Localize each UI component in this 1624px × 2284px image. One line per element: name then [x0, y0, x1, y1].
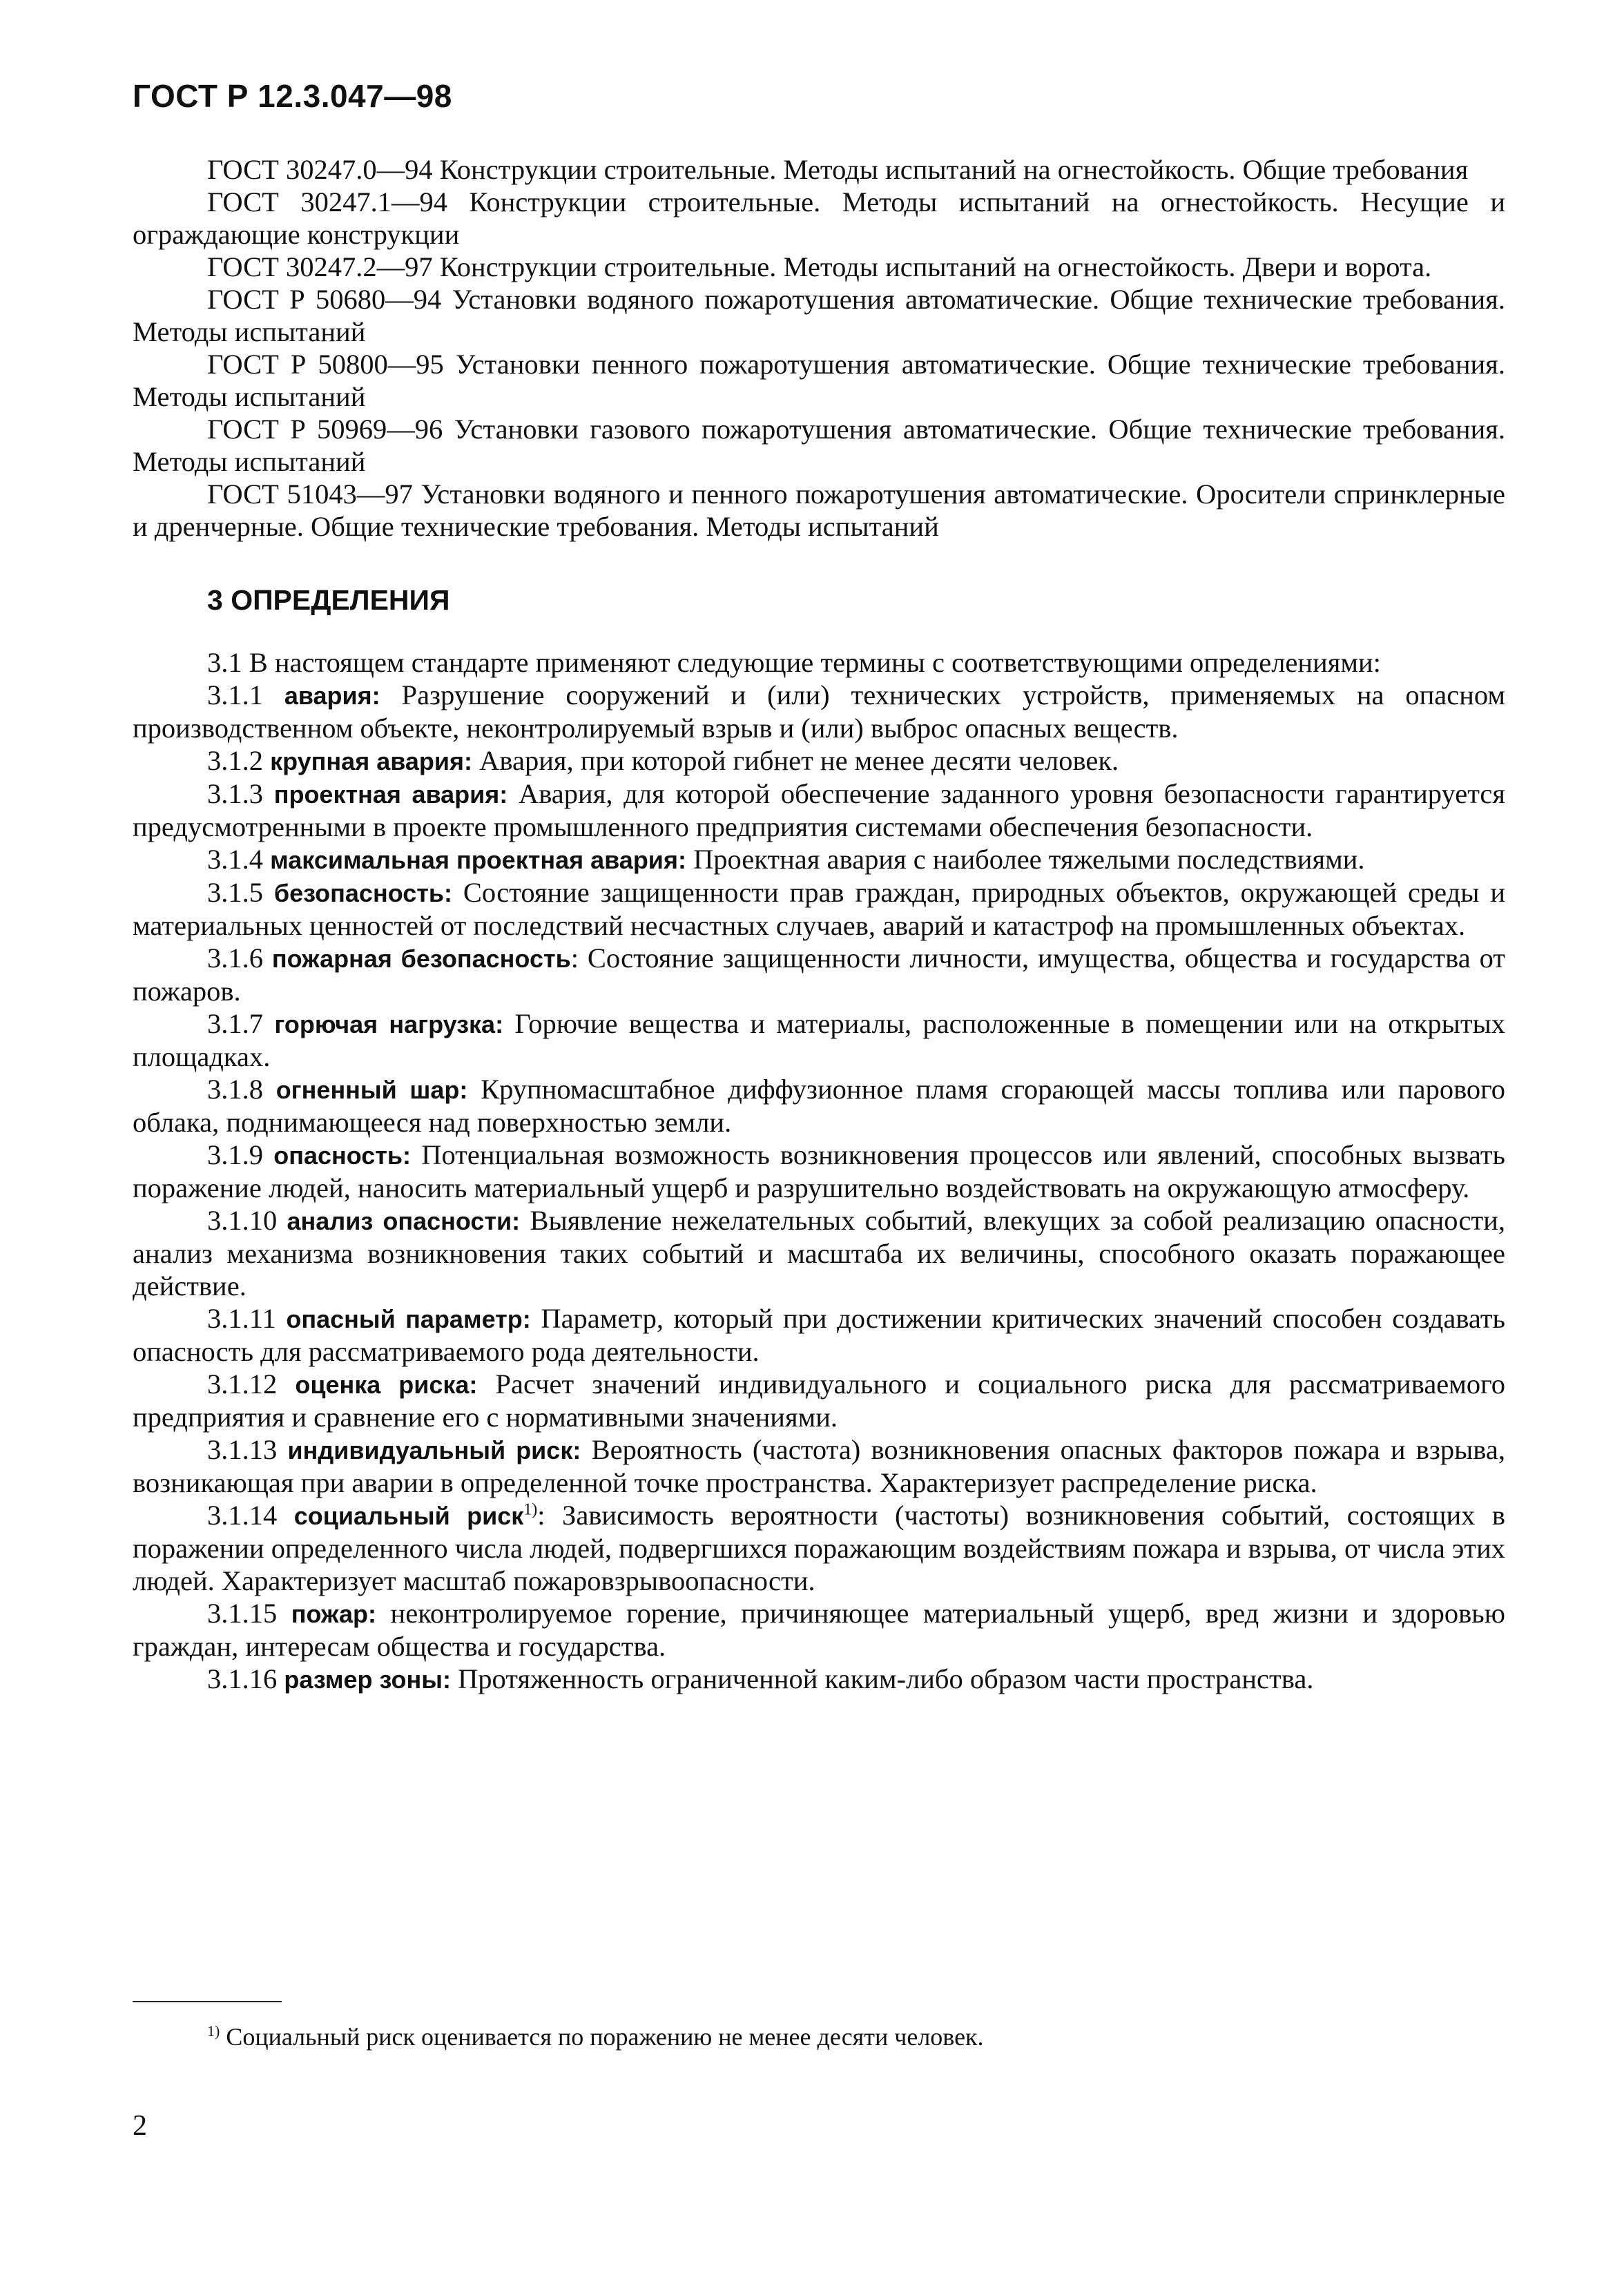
- definition-text: Состояние защищенности прав граждан, природных объектов, окружающей среды и материальных ценностей от последствий несчастных случаев, аварий и катастроф на промышленных объектах.: [133, 877, 1506, 941]
- definition-item: [133, 1073, 1505, 1139]
- definition-text: Расчет значений индивидуального и социального риска для рассматриваемого предприятия и сравнение его с нормативными значениями.: [133, 1368, 1506, 1433]
- definition-text: Параметр, который при достижении критических значений способен создавать опасность для рассматриваемого рода деятельности.: [133, 1303, 1506, 1367]
- reference-item: ГОСТ 30247.1—94 Конструкции строительные. Методы испытаний на огнестойкость. Несущие и ограждающие конструкции: [133, 186, 1505, 250]
- definition-item: [133, 1204, 1505, 1302]
- definition-term: максимальная проектная авария:: [270, 846, 686, 874]
- definition-number: 3.1.3: [207, 778, 263, 809]
- definition-item: [133, 1663, 1505, 1696]
- definition-item: [133, 1597, 1505, 1663]
- definition-number: 3.1.12: [207, 1368, 278, 1400]
- definition-term: размер зоны:: [284, 1665, 451, 1694]
- definition-number: 3.1.16: [207, 1663, 278, 1694]
- definition-text: Проектная авария с наиболее тяжелыми последствиями.: [693, 844, 1365, 875]
- definition-number: 3.1.13: [207, 1434, 278, 1465]
- definition-item: [133, 1302, 1505, 1368]
- footnote-marker: 1): [207, 2022, 220, 2040]
- section-title: 3 ОПРЕДЕЛЕНИЯ: [207, 584, 450, 616]
- definition-item: [133, 744, 1505, 777]
- definition-number: 3.1.9: [207, 1139, 263, 1170]
- footnote-marker: 1): [523, 1500, 538, 1519]
- definition-number: 3.1.5: [207, 877, 263, 908]
- reference-item: ГОСТ 51043—97 Установки водяного и пенного пожаротушения автоматические. Оросители спринклерные и дренчерные. Общие технические требования. Методы испытаний: [133, 478, 1505, 542]
- definition-term: опасный параметр:: [286, 1305, 531, 1333]
- reference-item: ГОСТ Р 50680—94 Установки водяного пожаротушения автоматические. Общие технические требования. Методы испытаний: [133, 284, 1505, 347]
- definition-text: : Состояние защищенности личности, имущества, общества и государства от пожаров.: [133, 942, 1505, 1007]
- definition-text: Горючие вещества и материалы, расположенные в помещении или на открытых площадках.: [133, 1008, 1506, 1072]
- definition-term: безопасность:: [273, 879, 452, 907]
- definition-term: анализ опасности:: [287, 1207, 521, 1235]
- definition-text: Авария, при которой гибнет не менее десяти человек.: [479, 745, 1119, 776]
- definition-item: [133, 679, 1505, 744]
- definition-item: [133, 1139, 1505, 1204]
- definition-term: индивидуальный риск:: [287, 1436, 581, 1464]
- references-list: [133, 153, 1505, 543]
- definition-item: [133, 1368, 1505, 1433]
- definition-text: Вероятность (частота) возникновения опасных факторов пожара и взрыва, возникающая при аварии в определенной точке пространства. Характеризует распределение риска.: [133, 1434, 1505, 1498]
- definition-number: 3.1.14: [207, 1500, 278, 1531]
- footnote: [207, 2022, 1505, 2052]
- definition-term: пожарная безопасность: [271, 945, 571, 973]
- reference-item: ГОСТ Р 50800—95 Установки пенного пожаротушения автоматические. Общие технические требования. Методы испытаний: [133, 349, 1505, 412]
- definition-item: [133, 1007, 1505, 1073]
- definition-text: Крупномасштабное диффузионное пламя сгорающей массы топлива или парового облака, поднимающееся над поверхностью земли.: [133, 1074, 1506, 1138]
- definition-term: оценка риска:: [295, 1371, 478, 1399]
- definition-text: Разрушение сооружений и (или) технических устройств, применяемых на опасном производственном объекте, неконтролируемый взрыв и (или) выброс опасных веществ.: [133, 679, 1505, 744]
- definition-item: [133, 777, 1505, 843]
- definition-number: 3.1.1: [207, 679, 263, 710]
- definition-number: 3.1.7: [207, 1008, 263, 1039]
- definition-text: Авария, для которой обеспечение заданного уровня безопасности гарантируется предусмотренными в проекте промышленного предприятия системами обеспечения безопасности.: [133, 778, 1506, 842]
- definition-item: [133, 942, 1505, 1007]
- definition-number: 3.1.8: [207, 1074, 263, 1105]
- page-number: 2: [133, 2110, 147, 2142]
- definitions-list: [133, 679, 1505, 1696]
- footnote-text: Социальный риск оценивается по поражению не менее десяти человек.: [226, 2023, 984, 2051]
- reference-item: ГОСТ 30247.0—94 Конструкции строительные. Методы испытаний на огнестойкость. Общие требования: [207, 154, 1469, 185]
- definition-text: : Зависимость вероятности (частоты) возникновения событий, состоящих в поражении определенного числа людей, подвергшихся поражающим воздействиям пожара и взрыва, от числа этих людей. Характеризует масштаб пожаровзрывоопасности.: [133, 1500, 1506, 1596]
- definition-item: [133, 876, 1505, 942]
- definition-item: [133, 843, 1505, 876]
- definition-number: 3.1.10: [207, 1205, 278, 1236]
- definition-term: опасность:: [273, 1141, 412, 1170]
- definition-term: огненный шар:: [276, 1076, 468, 1104]
- reference-item: ГОСТ 30247.2—97 Конструкции строительные. Методы испытаний на огнестойкость. Двери и ворота.: [207, 251, 1432, 282]
- definition-number: 3.1.6: [207, 942, 263, 974]
- document-header: ГОСТ Р 12.3.047—98: [133, 78, 452, 114]
- footnote-divider: [133, 2001, 282, 2002]
- definition-item: [133, 1433, 1505, 1499]
- definition-number: 3.1.15: [207, 1598, 278, 1629]
- definition-text: неконтролируемое горение, причиняющее материальный ущерб, вред жизни и здоровью граждан, интересам общества и государства.: [133, 1598, 1506, 1662]
- definition-text: Потенциальная возможность возникновения процессов или явлений, способных вызвать поражение людей, наносить материальный ущерб и разрушительно воздействовать на окружающую атмосферу.: [133, 1139, 1506, 1203]
- definition-term: пожар:: [291, 1600, 377, 1628]
- definition-number: 3.1.2: [207, 745, 263, 776]
- definition-text: Протяженность ограниченной каким-либо образом части пространства.: [458, 1663, 1314, 1694]
- reference-item: ГОСТ Р 50969—96 Установки газового пожаротушения автоматические. Общие технические требования. Методы испытаний: [133, 414, 1505, 477]
- definition-number: 3.1.4: [207, 844, 263, 875]
- definition-text: Выявление нежелательных событий, влекущих за собой реализацию опасности, анализ механизма возникновения таких событий и масштаба их величины, способного оказать поражающее действие.: [133, 1205, 1505, 1301]
- definition-term: крупная авария:: [270, 747, 473, 775]
- definition-term: социальный риск: [293, 1502, 524, 1530]
- page-content: [133, 153, 1505, 1696]
- definition-item: [133, 1499, 1505, 1597]
- definitions-intro: 3.1 В настоящем стандарте применяют следующие термины с соответствующими определениями:: [207, 647, 1381, 678]
- definition-term: проектная авария:: [273, 780, 508, 809]
- definition-term: авария:: [284, 681, 380, 710]
- definition-term: горючая нагрузка:: [274, 1010, 504, 1038]
- definition-number: 3.1.11: [207, 1303, 276, 1334]
